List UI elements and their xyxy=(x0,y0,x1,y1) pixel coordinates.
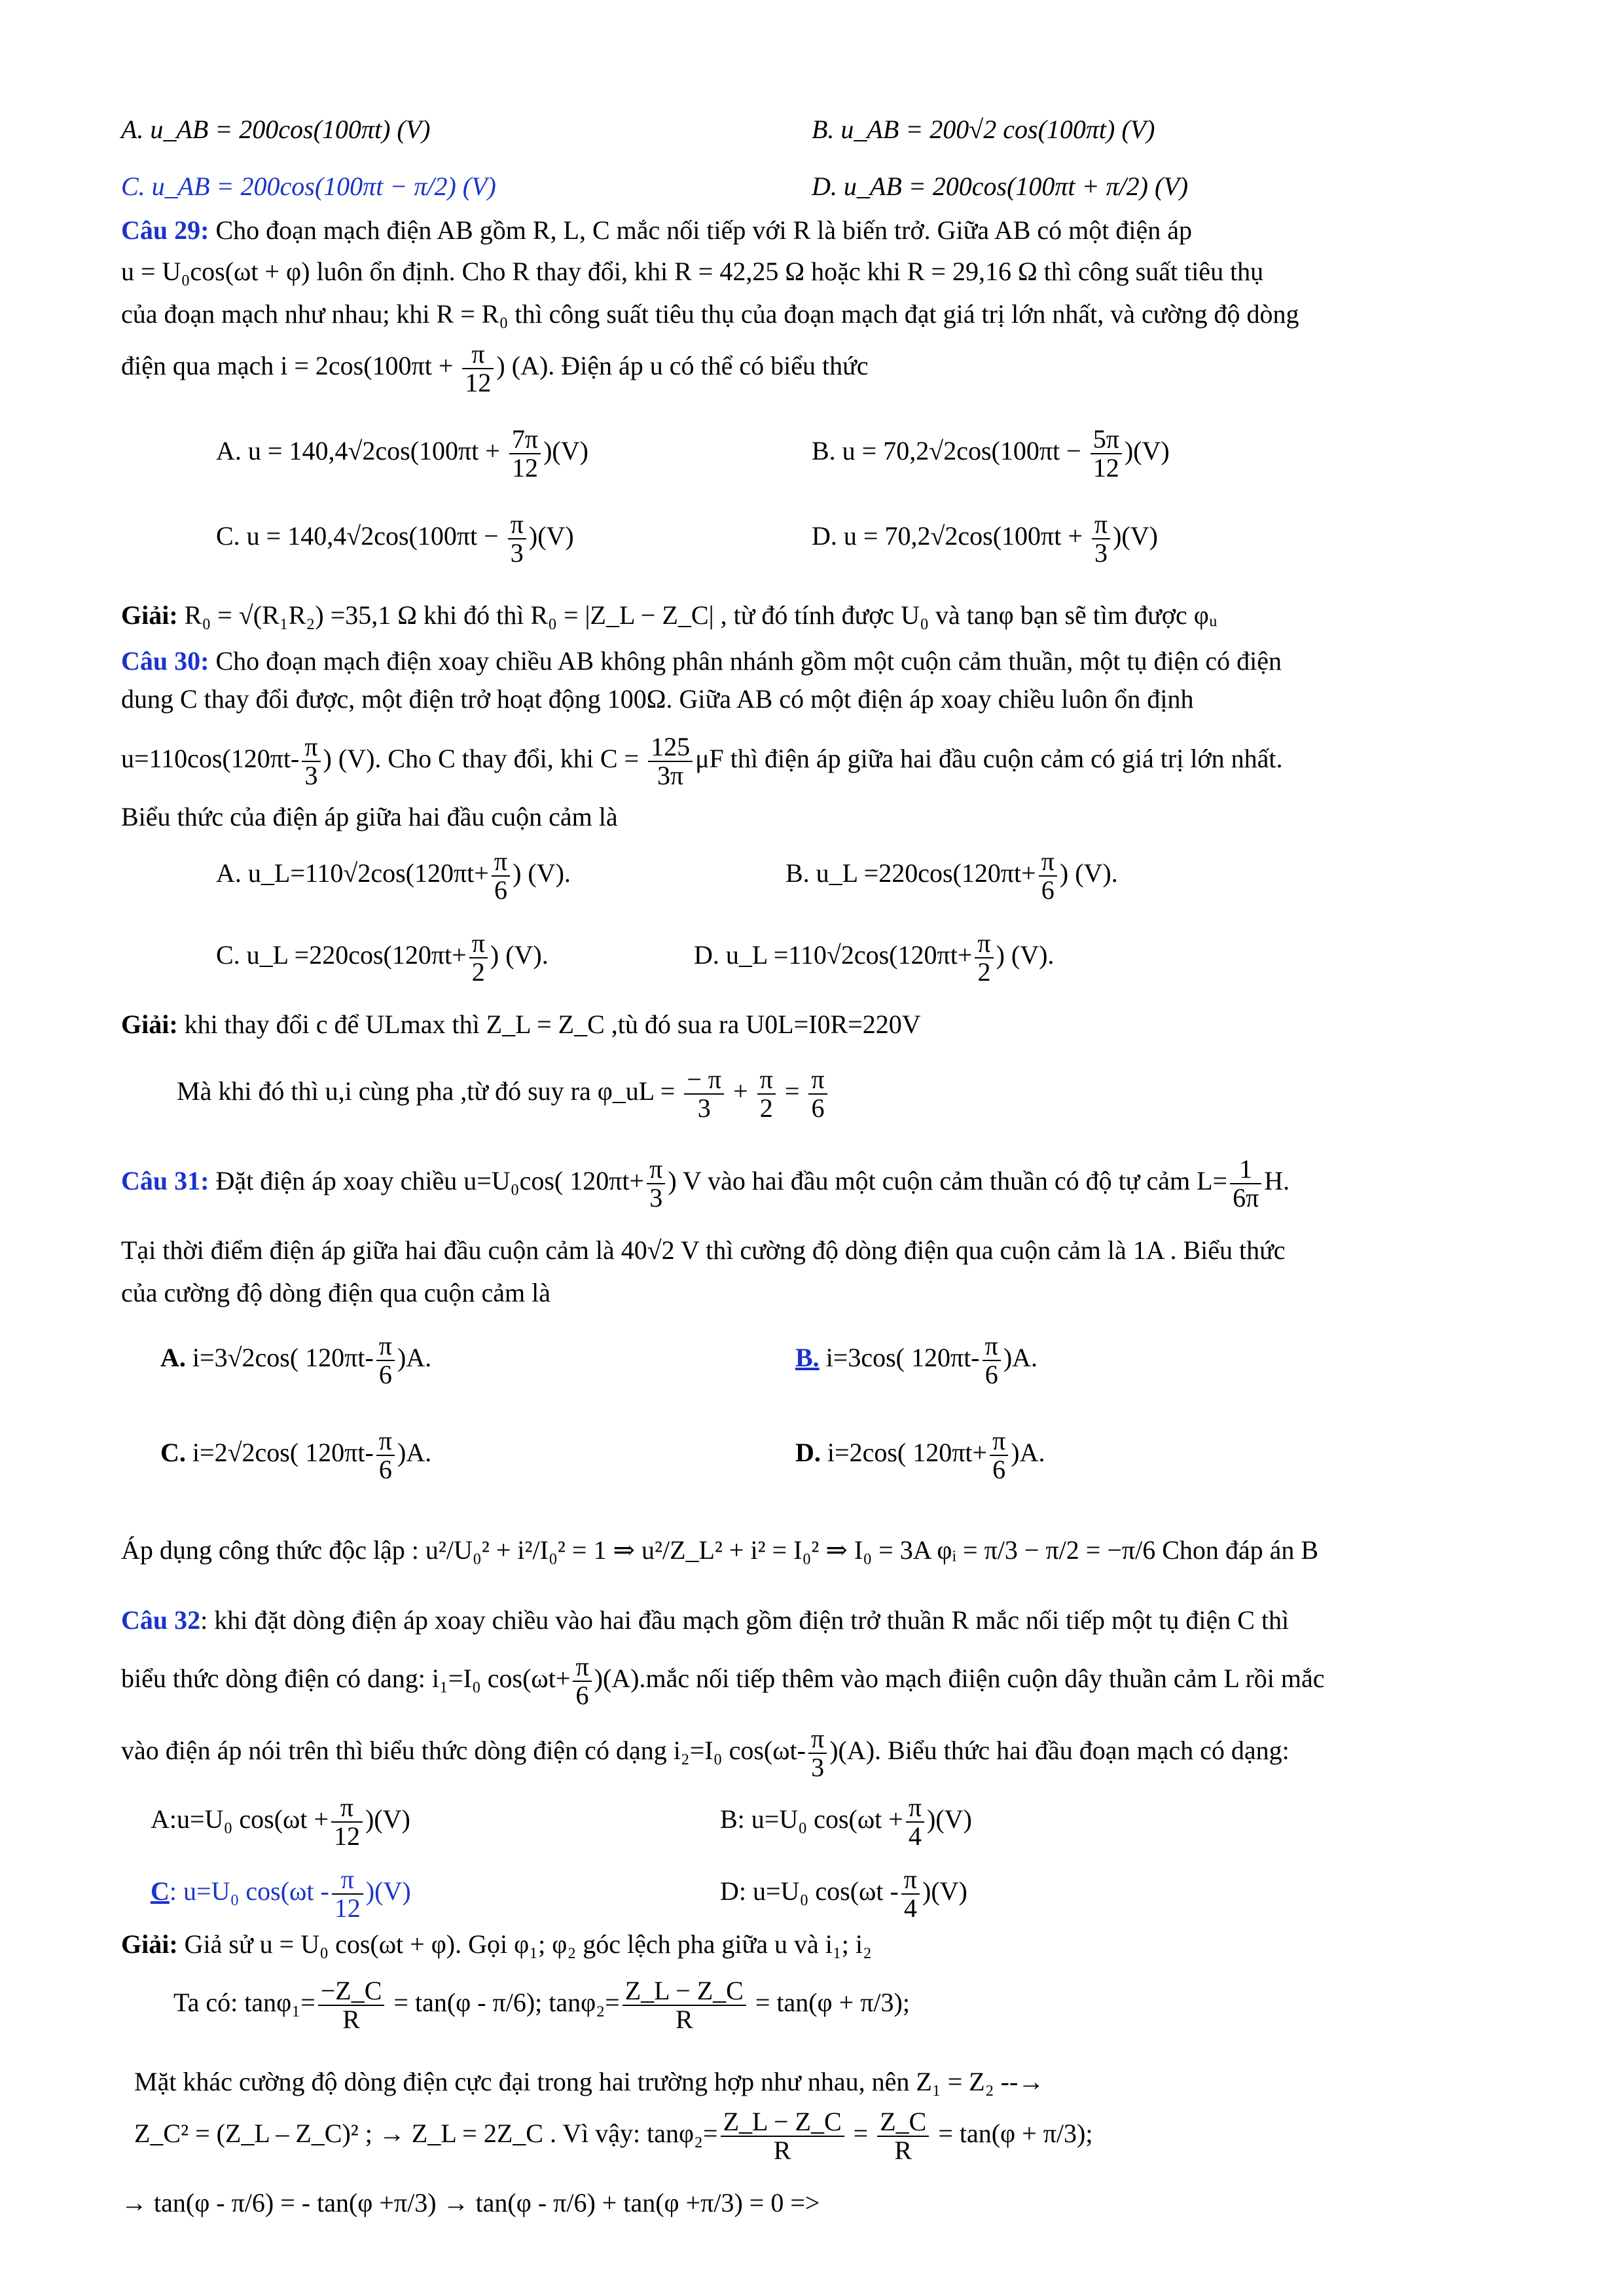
q32-line-3: vào điện áp nói trên thì biểu thức dòng điện có dạng i₂=I₀ cos(ωt- $\frac{\pi}{3}$ )(A). Biểu thức hai đầu đoạn mạch có dạng: xyxy=(121,1724,1290,1782)
q32-option-b: B: u=U₀ cos(ωt + $\frac{\pi}{4}$ )(V) xyxy=(720,1793,972,1851)
q32-option-a: A:u=U₀ cos(ωt + $\frac{\pi}{12}$ )(V) xyxy=(151,1793,410,1851)
q31-option-b: B. i=3cos( 120πt- $\frac{\pi}{6}$ )A. xyxy=(795,1331,1038,1389)
q31-line-3: của cường độ dòng điện qua cuộn cảm là xyxy=(121,1278,550,1307)
q31-option-a: A. i=3√2cos( 120πt- $\frac{\pi}{6}$ )A. xyxy=(160,1331,432,1389)
q29-line-3: của đoạn mạch như nhau; khi R = R₀ thì công suất tiêu thụ của đoạn mạch đạt giá trị lớn nhất, và cường độ dòng xyxy=(121,299,1299,329)
q32-solution-1: Giải: Giả sử u = U₀ cos(ωt + φ). Gọi φ₁; φ₂ góc lệch pha giữa u và i₁; i₂ xyxy=(121,1929,872,1959)
q31-option-d: D. i=2cos( 120πt+ $\frac{\pi}{6}$ )A. xyxy=(795,1426,1045,1484)
q30-option-c: C. u_L =220cos(120πt+ $\frac{\pi}{2}$ ) (V). xyxy=(216,928,549,987)
q31-solution: Áp dụng công thức độc lập : u²/U₀² + i²/I₀² = 1 ⇒ u²/Z_L² + i² = I₀² ⇒ I₀ = 3A φᵢ = π/3 − π/2 = −π/6 Chon đáp án B xyxy=(121,1535,1319,1565)
q31-line-1: Câu 31: Đặt điện áp xoay chiều u=U₀cos( 120πt+ $\frac{\pi}{3}$ ) V vào hai đầu một cuộn cảm thuần có độ tự cảm L= $\frac{1}{6\pi}$ H. xyxy=(121,1154,1290,1212)
q29-line-4: điện qua mạch i = 2cos(100πt + $\frac{\pi}{12}$ ) (A). Điện áp u có thể có biểu thức xyxy=(121,339,869,397)
q32-option-c: C: u=U₀ cos(ωt - $\frac{\pi}{12}$ )(V) xyxy=(151,1865,411,1923)
q32-solution-5: → tan(φ - π/6) = - tan(φ +π/3) → tan(φ - π/6) + tan(φ +π/3) = 0 => xyxy=(121,2188,820,2217)
q29-solution: Giải: R₀ = √(R₁R₂) =35,1 Ω khi đó thì R₀ = |Z_L − Z_C| , từ đó tính được U₀ và tanφ bạn sẽ tìm được φᵤ xyxy=(121,600,1218,630)
q31-line-2: Tại thời điểm điện áp giữa hai đầu cuộn cảm là 40√2 V thì cường độ dòng điện qua cuộn cảm là 1A . Biểu thức xyxy=(121,1235,1286,1265)
q30-option-d: D. u_L =110√2cos(120πt+ $\frac{\pi}{2}$ ) (V). xyxy=(694,928,1055,987)
q29-option-d: D. u = 70,2√2cos(100πt + $\frac{\pi}{3}$ )(V) xyxy=(812,509,1158,568)
q28-option-d: D. u_AB = 200cos(100πt + π/2) (V) xyxy=(812,172,1189,201)
q29-label: Câu 29: xyxy=(121,215,209,245)
q30-line-4: Biểu thức của điện áp giữa hai đầu cuộn cảm là xyxy=(121,802,618,831)
q32-option-d: D: u=U₀ cos(ωt - $\frac{\pi}{4}$ )(V) xyxy=(720,1865,967,1923)
q30-option-b: B. u_L =220cos(120πt+ $\frac{\pi}{6}$ ) (V). xyxy=(785,847,1118,905)
q32-solution-2: Ta có: tanφ₁= $\frac{-Z\_C}{R}$ = tan(φ - π/6); tanφ₂= $\frac{Z\_L - Z\_C}{R}$ = tan(φ + π/3); xyxy=(173,1976,910,2034)
q29-line-2: u = U₀cos(ωt + φ) luôn ổn định. Cho R thay đổi, khi R = 42,25 Ω hoặc khi R = 29,16 Ω thì công suất tiêu thụ xyxy=(121,257,1264,286)
q32-line-1: Câu 32: khi đặt dòng điện áp xoay chiều vào hai đầu mạch gồm điện trở thuần R mắc nối tiếp một tụ điện C thì xyxy=(121,1605,1290,1635)
q30-solution-2: Mà khi đó thì u,i cùng pha ,từ đó suy ra φ_uL = $\frac{- \pi}{3}$ + $\frac{\pi}{2}$ = $\frac{\pi}{6}$ xyxy=(177,1066,830,1122)
q28-option-b: B. u_AB = 200√2 cos(100πt) (V) xyxy=(812,115,1155,144)
q30-option-a: A. u_L=110√2cos(120πt+ $\frac{\pi}{6}$ ) (V). xyxy=(216,847,571,905)
q30-solution: Giải: khi thay đổi c để ULmax thì Z_L = Z_C ,tù đó sua ra U0L=I0R=220V xyxy=(121,1010,921,1039)
q31-option-c: C. i=2√2cos( 120πt- $\frac{\pi}{6}$ )A. xyxy=(160,1426,432,1484)
q31-label: Câu 31: xyxy=(121,1166,209,1196)
q32-solution-3: Mặt khác cường độ dòng điện cực đại trong hai trường hợp như nhau, nên Z₁ = Z₂ --→ xyxy=(134,2067,1045,2096)
q30-line-3: u=110cos(120πt- $\frac{\pi}{3}$ ) (V). Cho C thay đổi, khi C = $\frac{125}{3\pi}$ μF thì điện áp giữa hai đầu cuộn cảm có giá trị lớn nhất. xyxy=(121,732,1283,790)
q32-line-2: biểu thức dòng điện có dang: i₁=I₀ cos(ωt+ $\frac{\pi}{6}$ )(A).mắc nối tiếp thêm vào mạch điiện cuộn dây thuần cảm L rồi mắc xyxy=(121,1652,1325,1710)
q29-option-b: B. u = 70,2√2cos(100πt − $\frac{5\pi}{12}$ )(V) xyxy=(812,424,1170,483)
q30-line-1: Câu 30: Cho đoạn mạch điện xoay chiều AB không phân nhánh gồm một cuộn cảm thuần, một tụ điện có điện xyxy=(121,646,1282,676)
q29-line-1: Câu 29: Cho đoạn mạch điện AB gồm R, L, C mắc nối tiếp với R là biến trở. Giữa AB có một điện áp xyxy=(121,215,1193,245)
q29-option-a: A. u = 140,4√2cos(100πt + $\frac{7\pi}{12}$ )(V) xyxy=(216,424,588,483)
q29-option-c: C. u = 140,4√2cos(100πt − $\frac{\pi}{3}$ )(V) xyxy=(216,509,574,568)
q28-option-a: A. u_AB = 200cos(100πt) (V) xyxy=(121,115,431,144)
q30-line-2: dung C thay đổi được, một điện trở hoạt động 100Ω. Giữa AB có một điện áp xoay chiều luôn ổn định xyxy=(121,684,1194,714)
q32-label: Câu 32 xyxy=(121,1605,201,1635)
q30-label: Câu 30: xyxy=(121,646,209,676)
q32-solution-4: Z_C² = (Z_L – Z_C)² ; → Z_L = 2Z_C . Vì vậy: tanφ₂= $\frac{Z\_L - Z\_C}{R}$ = $\frac{Z\_C}{R}$ = tan(φ + π/3); xyxy=(134,2107,1093,2165)
q28-option-c: C. u_AB = 200cos(100πt − π/2) (V) xyxy=(121,172,496,201)
